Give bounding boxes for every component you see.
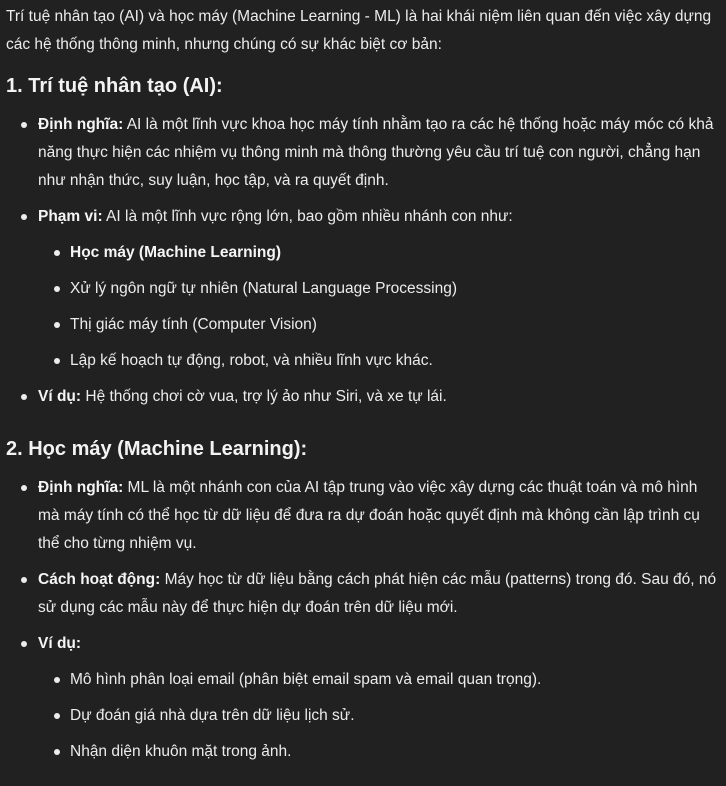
ml-example-label: Ví dụ:: [38, 635, 82, 652]
ai-scope-subitem: Xử lý ngôn ngữ tự nhiên (Natural Language Processing): [38, 275, 718, 303]
ml-definition-label: Định nghĩa:: [38, 479, 124, 496]
ml-example-item: [6, 630, 718, 766]
ai-scope-subitem: Lập kế hoạch tự động, robot, và nhiều lĩnh vực khác.: [38, 347, 718, 375]
ai-section-heading: 1. Trí tuệ nhân tạo (AI):: [6, 75, 223, 97]
ai-scope-item: [6, 203, 718, 375]
ai-scope-subitem: [38, 239, 718, 267]
ai-example-text: Hệ thống chơi cờ vua, trợ lý ảo như Siri, và xe tự lái.: [81, 388, 447, 405]
ai-example-item: [6, 383, 718, 411]
ai-definition-item: [6, 111, 718, 195]
ai-scope-text: AI là một lĩnh vực rộng lớn, bao gồm nhiều nhánh con như:: [102, 208, 513, 225]
ml-example-subitem: Dự đoán giá nhà dựa trên dữ liệu lịch sử.: [38, 702, 718, 730]
ai-scope-sublist: [38, 239, 718, 375]
ai-definition-text: AI là một lĩnh vực khoa học máy tính nhằm tạo ra các hệ thống hoặc máy móc có khả năng thực hiện các nhiệm vụ thông minh mà thông thường yêu cầu trí tuệ con người, chẳng hạn như nhận thức, suy luận, học tập, và ra quyết định.: [38, 116, 714, 189]
ml-example-sublist: [38, 666, 718, 766]
ml-section-list: [6, 474, 718, 766]
ml-section-heading: 2. Học máy (Machine Learning):: [6, 438, 308, 460]
ml-example-subitem: Mô hình phân loại email (phân biệt email spam và email quan trọng).: [38, 666, 718, 694]
ai-definition-label: Định nghĩa:: [38, 116, 124, 133]
ml-how-it-works-label: Cách hoạt động:: [38, 571, 161, 588]
intro-paragraph: Trí tuệ nhân tạo (AI) và học máy (Machine Learning - ML) là hai khái niệm liên quan đến việc xây dựng các hệ thống thông minh, nhưng chúng có sự khác biệt cơ bản:: [6, 8, 712, 53]
ml-how-it-works-text: Máy học từ dữ liệu bằng cách phát hiện các mẫu (patterns) trong đó. Sau đó, nó sử dụng các mẫu này để thực hiện dự đoán trên dữ liệu mới.: [38, 571, 717, 616]
ml-example-subitem: Nhận diện khuôn mặt trong ảnh.: [38, 738, 718, 766]
ai-example-label: Ví dụ:: [38, 388, 82, 405]
ai-scope-subitem-label: Học máy (Machine Learning): [70, 244, 282, 261]
ml-definition-text: ML là một nhánh con của AI tập trung vào việc xây dựng các thuật toán và mô hình mà máy tính có thể học từ dữ liệu để đưa ra dự đoán hoặc quyết định mà không cần lập trình cụ thể cho từng nhiệm vụ.: [38, 479, 700, 552]
ml-definition-item: [6, 474, 718, 558]
ai-section-list: [6, 111, 718, 411]
ai-scope-label: Phạm vi:: [38, 208, 103, 225]
ai-scope-subitem: Thị giác máy tính (Computer Vision): [38, 311, 718, 339]
ml-how-it-works-item: [6, 566, 718, 622]
